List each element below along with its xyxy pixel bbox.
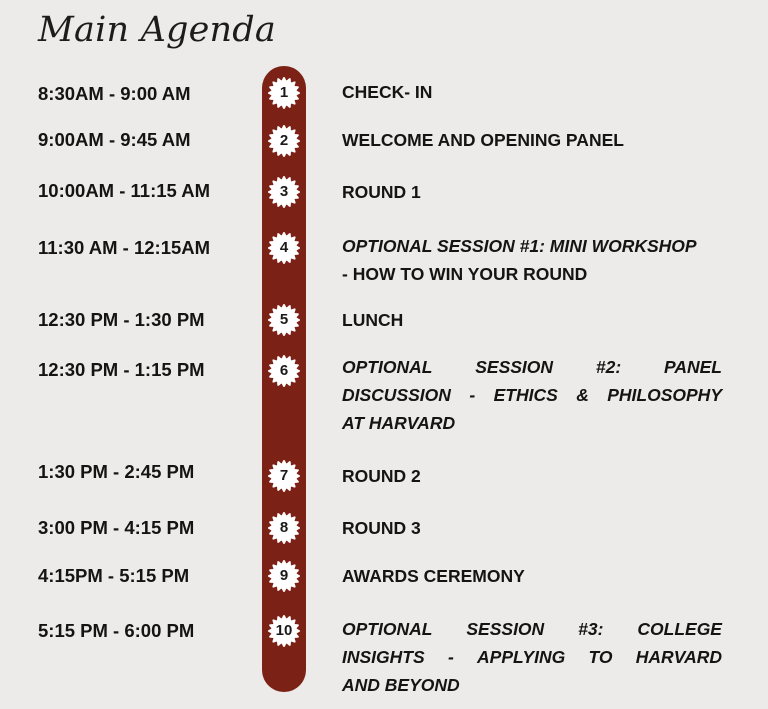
- agenda-number-7: 7: [279, 467, 289, 484]
- agenda-event-5: [342, 306, 403, 334]
- agenda-number-badge-9: [267, 559, 301, 593]
- agenda-time-4: 11:30 AM - 12:15AM: [38, 237, 211, 258]
- justified-word: &: [576, 385, 589, 405]
- agenda-event-2: [342, 126, 624, 154]
- agenda-number-9: 9: [279, 567, 289, 584]
- agenda-number-badge-7: [267, 459, 301, 493]
- agenda-number-10: 10: [275, 622, 293, 639]
- justified-word: PHILOSOPHY: [607, 385, 722, 405]
- agenda-time-7: 1:30 PM - 2:45 PM: [38, 461, 195, 482]
- agenda-event-8: [342, 514, 421, 542]
- justified-word: -: [469, 385, 476, 405]
- justified-word: COLLEGE: [637, 619, 722, 639]
- agenda-event-6-line-2: [342, 381, 722, 409]
- agenda-event-7-line-1: ROUND 2: [342, 466, 421, 486]
- agenda-time-2: 9:00AM - 9:45 AM: [38, 129, 191, 150]
- agenda-event-10: [342, 615, 722, 699]
- agenda-event-2-line-1: WELCOME AND OPENING PANEL: [342, 130, 624, 150]
- agenda-number-4: 4: [279, 239, 289, 256]
- agenda-number-1: 1: [279, 84, 289, 101]
- agenda-time-1: 8:30AM - 9:00 AM: [38, 83, 191, 104]
- agenda-event-8-line-1: ROUND 3: [342, 518, 421, 538]
- justified-word: HARVARD: [635, 647, 722, 667]
- justified-word: OPTIONAL: [342, 619, 433, 639]
- agenda-event-6-line-1: [342, 353, 722, 381]
- agenda-number-3: 3: [279, 183, 289, 200]
- agenda-event-1-line-1: CHECK- IN: [342, 82, 433, 102]
- agenda-event-4-line-2: - HOW TO WIN YOUR ROUND: [342, 264, 588, 284]
- agenda-time-8: 3:00 PM - 4:15 PM: [38, 517, 195, 538]
- justified-word: #2:: [595, 357, 622, 377]
- agenda-number-badge-1: [267, 76, 301, 110]
- agenda-event-10-line-3: AND BEYOND: [342, 675, 460, 695]
- agenda-time-10: 5:15 PM - 6:00 PM: [38, 620, 195, 641]
- justified-word: #3:: [578, 619, 604, 639]
- agenda-time-5: 12:30 PM - 1:30 PM: [38, 309, 205, 330]
- agenda-event-5-line-1: LUNCH: [342, 310, 404, 330]
- agenda-event-10-line-1: [342, 615, 722, 643]
- agenda-event-6: [342, 353, 722, 437]
- agenda-event-4: [342, 232, 697, 288]
- agenda-event-10-line-2: [342, 643, 722, 671]
- agenda-number-6: 6: [279, 362, 289, 379]
- agenda-number-8: 8: [279, 519, 289, 536]
- agenda-number-2: 2: [279, 132, 289, 149]
- agenda-event-9: [342, 562, 525, 590]
- agenda-event-9-line-1: AWARDS CEREMONY: [342, 566, 525, 586]
- page-title: Main Agenda: [38, 10, 276, 50]
- agenda-event-6-line-3: AT HARVARD: [342, 413, 456, 433]
- agenda-time-9: 4:15PM - 5:15 PM: [38, 565, 190, 586]
- justified-word: SESSION: [475, 357, 554, 377]
- justified-word: OPTIONAL: [342, 357, 433, 377]
- justified-word: DISCUSSION: [342, 385, 451, 405]
- agenda-number-badge-5: [267, 303, 301, 337]
- agenda-number-badge-6: [267, 354, 301, 388]
- agenda-event-1: [342, 78, 432, 106]
- agenda-event-4-line-1: OPTIONAL SESSION #1: MINI WORKSHOP: [342, 236, 697, 256]
- agenda-number-5: 5: [279, 311, 289, 328]
- agenda-time-6: 12:30 PM - 1:15 PM: [38, 359, 205, 380]
- agenda-number-badge-2: [267, 124, 301, 158]
- justified-word: TO: [588, 647, 613, 667]
- justified-word: SESSION: [466, 619, 545, 639]
- agenda-number-badge-10: [267, 614, 301, 648]
- agenda-event-3-line-1: ROUND 1: [342, 182, 421, 202]
- justified-word: APPLYING: [477, 647, 566, 667]
- justified-word: PANEL: [663, 357, 722, 377]
- justified-word: ETHICS: [493, 385, 558, 405]
- justified-word: -: [447, 647, 454, 667]
- justified-word: INSIGHTS: [342, 647, 425, 667]
- agenda-event-3: [342, 178, 421, 206]
- agenda-number-badge-8: [267, 511, 301, 545]
- agenda-event-7: [342, 462, 421, 490]
- agenda-number-badge-3: [267, 175, 301, 209]
- agenda-time-3: 10:00AM - 11:15 AM: [38, 180, 211, 201]
- agenda-number-badge-4: [267, 231, 301, 265]
